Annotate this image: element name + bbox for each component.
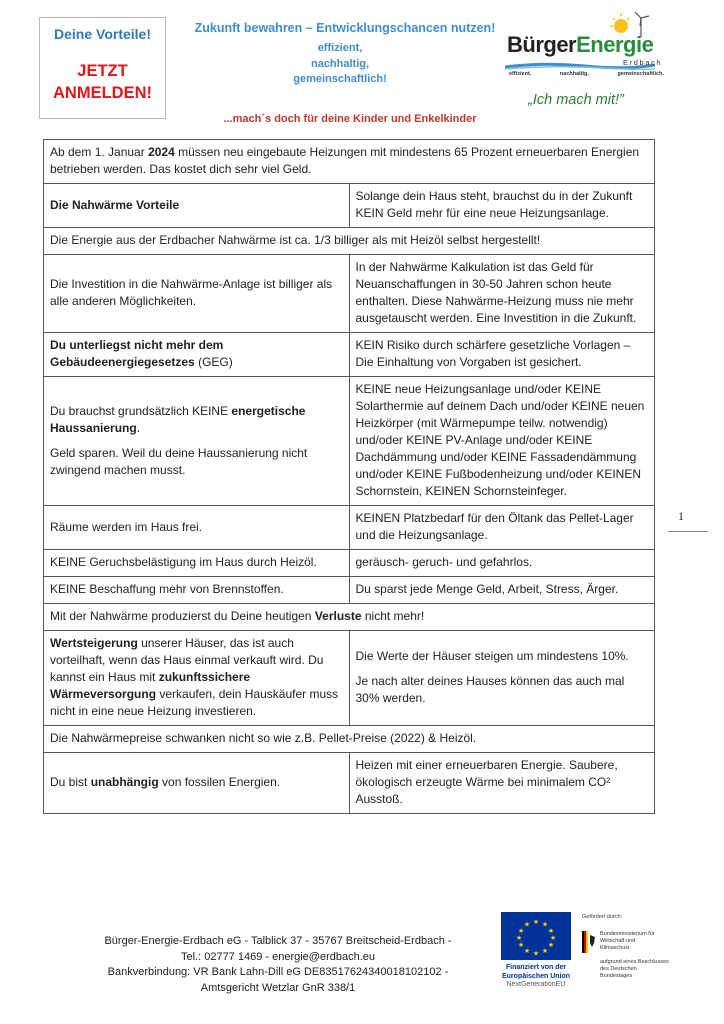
cell-right: Die Werte der Häuser steigen um mindestens 10%. Je nach alter deines Hauses können das auch mal 30% werden. xyxy=(349,631,655,726)
tagline xyxy=(230,41,450,88)
cell-left: Du brauchst grundsätzlich KEINE energetische Haussanierung. Geld sparen. Weil du deine Haussanierung nicht zwingend machen musst. xyxy=(44,377,350,506)
svg-text:★: ★ xyxy=(549,934,557,942)
cell-full: Die Nahwärmepreise schwanken nicht so wie z.B. Pellet-Preise (2022) & Heizöl. xyxy=(44,726,655,753)
svg-text:★: ★ xyxy=(541,947,549,955)
cell-left: KEINE Beschaffung mehr von Brennstoffen. xyxy=(44,577,350,604)
cell-left: KEINE Geruchsbelästigung im Haus durch Heizöl. xyxy=(44,550,350,577)
federal-eagle-icon xyxy=(582,931,596,953)
eu-funding-logo xyxy=(497,912,575,990)
motto: „Ich mach mit!” xyxy=(528,92,624,108)
logo-value-2: nachhaltig, xyxy=(559,71,589,77)
table-row xyxy=(44,255,655,333)
funded-by-label: Gefördert durch: xyxy=(582,914,623,920)
cell-right: Du sparst jede Menge Geld, Arbeit, Stress, Ärger. xyxy=(349,577,655,604)
cell-left: Wertsteigerung unserer Häuser, das ist auch vorteilhaft, wenn das Haus einmal verkauft wird. Du kannst ein Haus mit zukunftssichere Wärmeversorgung verkaufen, dein Hauskäufer muss nicht in eine neue Heizung investieren. xyxy=(44,631,350,726)
table-row xyxy=(44,550,655,577)
svg-text:★: ★ xyxy=(547,941,555,949)
svg-text:★: ★ xyxy=(523,947,531,955)
vorteile-box xyxy=(39,17,166,119)
table-row xyxy=(44,726,655,753)
bundestag-decision: aufgrund eines Beschlusses des Deutschen Bundestages xyxy=(600,959,669,979)
kids-line: ...mach´s doch für deine Kinder und Enkelkinder xyxy=(223,113,477,125)
eu-caption: Finanziert von der Europäischen Union NextGenerationEU xyxy=(501,964,571,988)
svg-text:★: ★ xyxy=(523,920,531,929)
cell-left: Die Nahwärme Vorteile xyxy=(44,184,350,228)
benefits-table xyxy=(43,139,655,814)
cell-left: Die Investition in die Nahwärme-Anlage ist billiger als alle anderen Möglichkeiten. xyxy=(44,255,350,333)
svg-text:★: ★ xyxy=(515,934,523,942)
cell-right: In der Nahwärme Kalkulation ist das Geld für Neuanschaffungen in 30-50 Jahren schon heute enthalten. Diese Nahwärme-Heizung muss nie mehr ausgetauscht werden. Eine Investition in die Zukunft. xyxy=(349,255,655,333)
table-row xyxy=(44,333,655,377)
cell-right: KEIN Risiko durch schärfere gesetzliche Vorlagen – Die Einhaltung von Vorgaben ist gesichert. xyxy=(349,333,655,377)
svg-text:★: ★ xyxy=(547,927,555,935)
cell-right: KEINEN Platzbedarf für den Öltank das Pellet-Lager und die Heizungsanlage. xyxy=(349,506,655,550)
logo-name-part2: Energie xyxy=(576,32,654,57)
svg-text:★: ★ xyxy=(541,920,549,929)
table-row xyxy=(44,506,655,550)
tagline-line-3: gemeinschaftlich! xyxy=(293,73,387,85)
page-divider xyxy=(668,531,708,532)
svg-text:★: ★ xyxy=(517,927,525,935)
cell-right: Solange dein Haus steht, brauchst du in der Zukunft KEIN Geld mehr für eine neue Heizungsanlage. xyxy=(349,184,655,228)
eu-flag-icon xyxy=(501,912,571,960)
slogan: Zukunft bewahren – Entwicklungschancen nutzen! xyxy=(194,21,496,35)
logo-value-1: effizient, xyxy=(509,71,532,77)
table-row xyxy=(44,631,655,726)
logo-location: Erdbach xyxy=(623,58,663,67)
ministry-name: Bundesministerium für Wirtschaft und Klimaschutz xyxy=(600,931,655,951)
intro-cell: Ab dem 1. Januar 2024 müssen neu eingebaute Heizungen mit mindestens 65 Prozent erneuerbaren Energien betrieben werden. Das kostet dich sehr viel Geld. xyxy=(44,140,655,184)
cell-right: KEINE neue Heizungsanlage und/oder KEINE Solarthermie auf deinem Dach und/oder KEINE neuen Heizkörper (mit Wärmepumpe teilw. notwendig) und/oder KEINE PV-Anlage und/oder KEINE Dachdämmung und/oder KEINE Fassadendämmung und/oder KEINE Fußbodenheizung und/oder KEINEN Schornstein, KEINEN Schornsteinfeger. xyxy=(349,377,655,506)
tagline-line-1: effizient, xyxy=(317,42,363,54)
table-row xyxy=(44,577,655,604)
cell-right: geräusch- geruch- und gefahrlos. xyxy=(349,550,655,577)
footer-line-4: Amtsgericht Wetzlar GnR 338/1 xyxy=(200,981,356,994)
logo-name-part1: Bürger xyxy=(507,32,577,57)
logo-value-3: gemeinschaftlich. xyxy=(617,71,664,77)
logo-wordmark xyxy=(507,32,653,58)
footer-line-2: Tel.: 02777 1469 - energie@erdbach.eu xyxy=(180,950,376,963)
table-row xyxy=(44,184,655,228)
tagline-line-2: nachhaltig, xyxy=(310,57,370,70)
anmelden-line-1: JETZT xyxy=(77,62,128,80)
footer-line-3: Bankverbindung: VR Bank Lahn-Dill eG DE83517624340018102102 - xyxy=(107,966,449,978)
anmelden-line-2: ANMELDEN! xyxy=(53,84,152,102)
cell-left: Räume werden im Haus frei. xyxy=(44,506,350,550)
vorteile-title: Deine Vorteile! xyxy=(54,26,151,42)
bmwk-logo xyxy=(582,914,692,980)
page-number: 1 xyxy=(678,509,684,523)
cell-right: Heizen mit einer erneuerbaren Energie. Saubere, ökologisch erzeugte Wärme bei minimalem CO² Ausstoß. xyxy=(349,753,655,814)
cell-full: Mit der Nahwärme produzierst du Deine heutigen Verluste nicht mehr! xyxy=(44,604,655,631)
svg-text:★: ★ xyxy=(532,918,540,926)
anmelden-callout xyxy=(40,60,165,104)
logo-values xyxy=(509,71,664,77)
cell-full: Die Energie aus der Erdbacher Nahwärme ist ca. 1/3 billiger als mit Heizöl selbst hergestellt! xyxy=(44,228,655,255)
table-row xyxy=(44,140,655,184)
footer xyxy=(78,934,478,996)
table-row xyxy=(44,377,655,506)
table-row xyxy=(44,228,655,255)
cell-left: Du unterliegst nicht mehr dem Gebäudeenergiegesetzes (GEG) xyxy=(44,333,350,377)
table-row xyxy=(44,604,655,631)
buergerenergie-logo xyxy=(505,14,665,84)
cell-left: Du bist unabhängig von fossilen Energien. xyxy=(44,753,350,814)
table-row xyxy=(44,753,655,814)
svg-text:★: ★ xyxy=(517,941,525,949)
footer-line-1: Bürger-Energie-Erdbach eG - Talblick 37 - 35767 Breitscheid-Erdbach - xyxy=(104,935,452,947)
svg-text:★: ★ xyxy=(532,949,540,958)
